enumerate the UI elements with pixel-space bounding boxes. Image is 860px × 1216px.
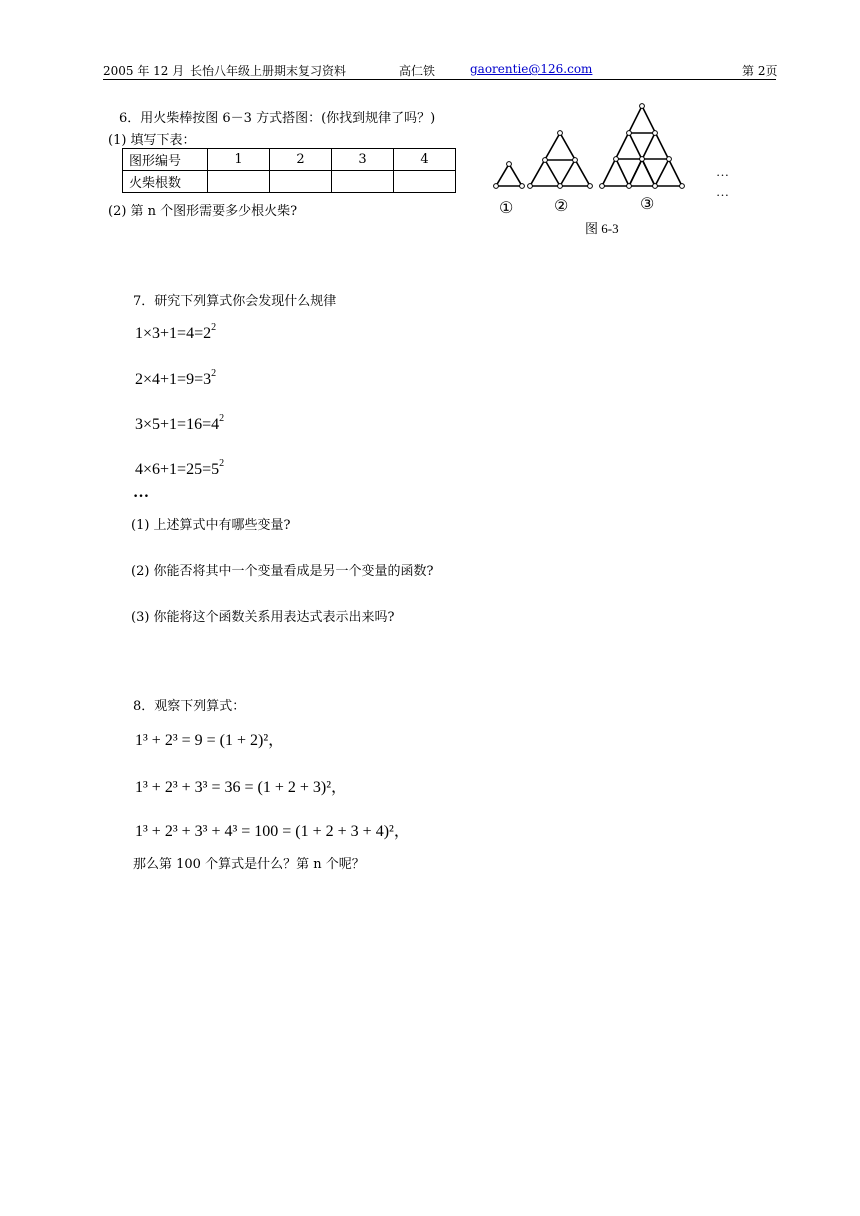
table-answer-cell xyxy=(270,171,332,193)
figure-label-3: ③ xyxy=(640,196,655,213)
triangle-figure-3 xyxy=(602,106,682,186)
q7-part-3: (3) 你能将这个函数关系用表达式表示出来吗? xyxy=(131,610,395,625)
table-header-match-count: 火柴根数 xyxy=(123,171,208,193)
q8-stem: 8．观察下列算式： xyxy=(133,699,246,714)
table-cell: 1 xyxy=(208,149,270,171)
q7-equation-4: $4\times 6+1=25=5^2$ xyxy=(135,458,225,478)
match-count-table xyxy=(122,148,456,193)
triangle-figure-2 xyxy=(530,133,590,186)
header-date: 2005 年 12 月 xyxy=(103,64,185,78)
header-title: 长怡八年级上册期末复习资料 xyxy=(190,64,347,78)
table-answer-cell xyxy=(208,171,270,193)
table-cell: 3 xyxy=(332,149,394,171)
q7-stem: 7．研究下列算式你会发现什么规律 xyxy=(133,294,337,309)
table-cell: 2 xyxy=(270,149,332,171)
q8-question: 那么第 100 个算式是什么？第 n 个呢？ xyxy=(133,857,365,872)
q7-ellipsis: … xyxy=(133,484,149,501)
header-divider xyxy=(103,79,776,80)
table-answer-cell xyxy=(332,171,394,193)
figure-ellipsis-top: … xyxy=(716,164,729,179)
figure-caption: 图 6-3 xyxy=(585,221,619,236)
table-row xyxy=(123,149,456,171)
figure-ellipsis-bottom: … xyxy=(716,184,729,199)
table-cell: 4 xyxy=(394,149,456,171)
q7-part-2: (2) 你能否将其中一个变量看成是另一个变量的函数? xyxy=(131,564,434,579)
q6-part1: (1) 填写下表： xyxy=(108,133,196,148)
header-email-link[interactable]: gaorentie@126.com xyxy=(470,62,593,76)
q7-equation-3: $3\times 5+1=16=4^2$ xyxy=(135,413,225,433)
q7-equation-2: $2\times 4+1=9=3^2$ xyxy=(135,368,217,388)
header-author: 高仁铁 xyxy=(399,64,436,78)
triangle-figure-1 xyxy=(496,164,522,186)
table-row xyxy=(123,171,456,193)
figure-label-1: ① xyxy=(499,200,514,217)
q8-equation-3: 1³ + 2³ + 3³ + 4³ = 100 = (1 + 2 + 3 + 4)²， xyxy=(135,823,410,840)
q6-part2: (2) 第 n 个图形需要多少根火柴? xyxy=(108,204,298,219)
q6-stem: 6．用火柴棒按图 6－3 方式搭图：(你找到规律了吗？) xyxy=(119,111,436,126)
figure-label-2: ② xyxy=(554,198,569,215)
figure-6-3-triangles xyxy=(480,96,750,241)
table-header-figure-number: 图形编号 xyxy=(123,149,208,171)
q8-equation-1: 1³ + 2³ = 9 = (1 + 2)²， xyxy=(135,732,285,749)
q7-equation-1: $1\times 3+1=4=2^2$ xyxy=(135,322,217,342)
table-answer-cell xyxy=(394,171,456,193)
q8-equation-2: 1³ + 2³ + 3³ = 36 = (1 + 2 + 3)²， xyxy=(135,779,347,796)
q7-part-1: (1) 上述算式中有哪些变量? xyxy=(131,518,291,533)
header-page-number: 第 2页 xyxy=(742,64,778,78)
